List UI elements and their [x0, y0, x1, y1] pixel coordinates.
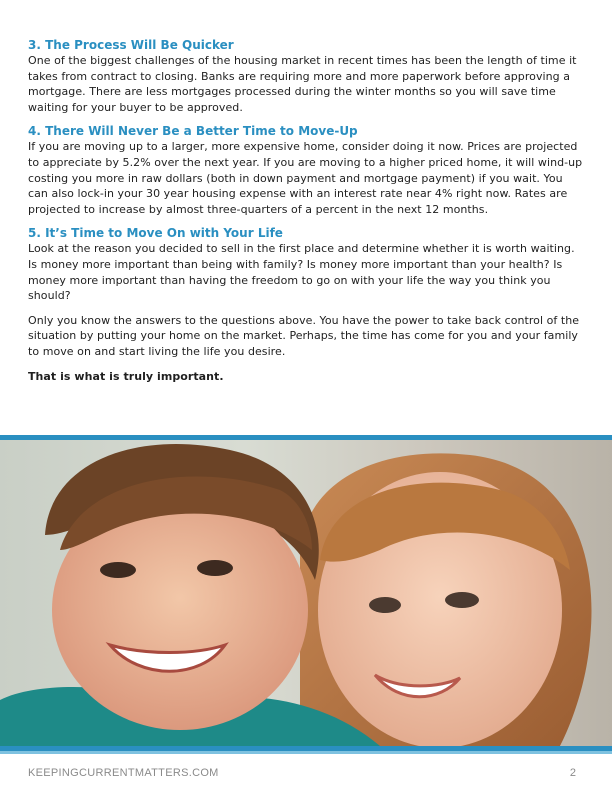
- section-paragraph: If you are moving up to a larger, more expensive home, consider doing it now. Prices are projected to appreciate by 5.2% over the next year. If you are moving to a higher priced home, it will wind-up costing you more in raw dollars (both in down payment and mortgage payment) if you wait. You can also lock-in your 30 year housing expense with an interest rate near 4% right now. Rates are projected to increase by almost three-quarters of a percent in the next 12 months.: [28, 140, 583, 216]
- section-paragraph: One of the biggest challenges of the housing market in recent times has been the length of time it takes from contract to closing. Banks are requiring more and more paperwork before approving a mortgage. There are less mortgages processed during the winter months so you will save time waiting for your buyer to be approved.: [28, 54, 577, 114]
- section-move-up: [28, 124, 584, 217]
- section-heading: 4. There Will Never Be a Better Time to Move-Up: [28, 124, 358, 139]
- footer-site-url: KEEPINGCURRENTMATTERS.COM: [28, 767, 219, 779]
- page-number: 2: [569, 767, 576, 779]
- children-photo: [0, 440, 612, 746]
- closing-statement: That is what is truly important.: [28, 369, 224, 383]
- section-paragraph: Look at the reason you decided to sell in the first place and determine whether it is worth waiting. Is money more important than being with family? Is money more important than your health? Is money more important than having the freedom to go on with your life the way you think you should?: [28, 242, 575, 303]
- article-body: [28, 38, 584, 384]
- section-heading: 5. It’s Time to Move On with Your Life: [28, 226, 283, 241]
- section-heading: 3. The Process Will Be Quicker: [28, 38, 234, 52]
- divider-bottom-light: [0, 751, 612, 754]
- section-move-on: [28, 226, 584, 359]
- section-paragraph: Only you know the answers to the questions above. You have the power to take back control of the situation by putting your home on the market. Perhaps, the time has come for you and your family to move on and start living the life you desire.: [28, 313, 580, 358]
- children-photo-illustration: [0, 440, 612, 746]
- section-process-quicker: [28, 38, 584, 115]
